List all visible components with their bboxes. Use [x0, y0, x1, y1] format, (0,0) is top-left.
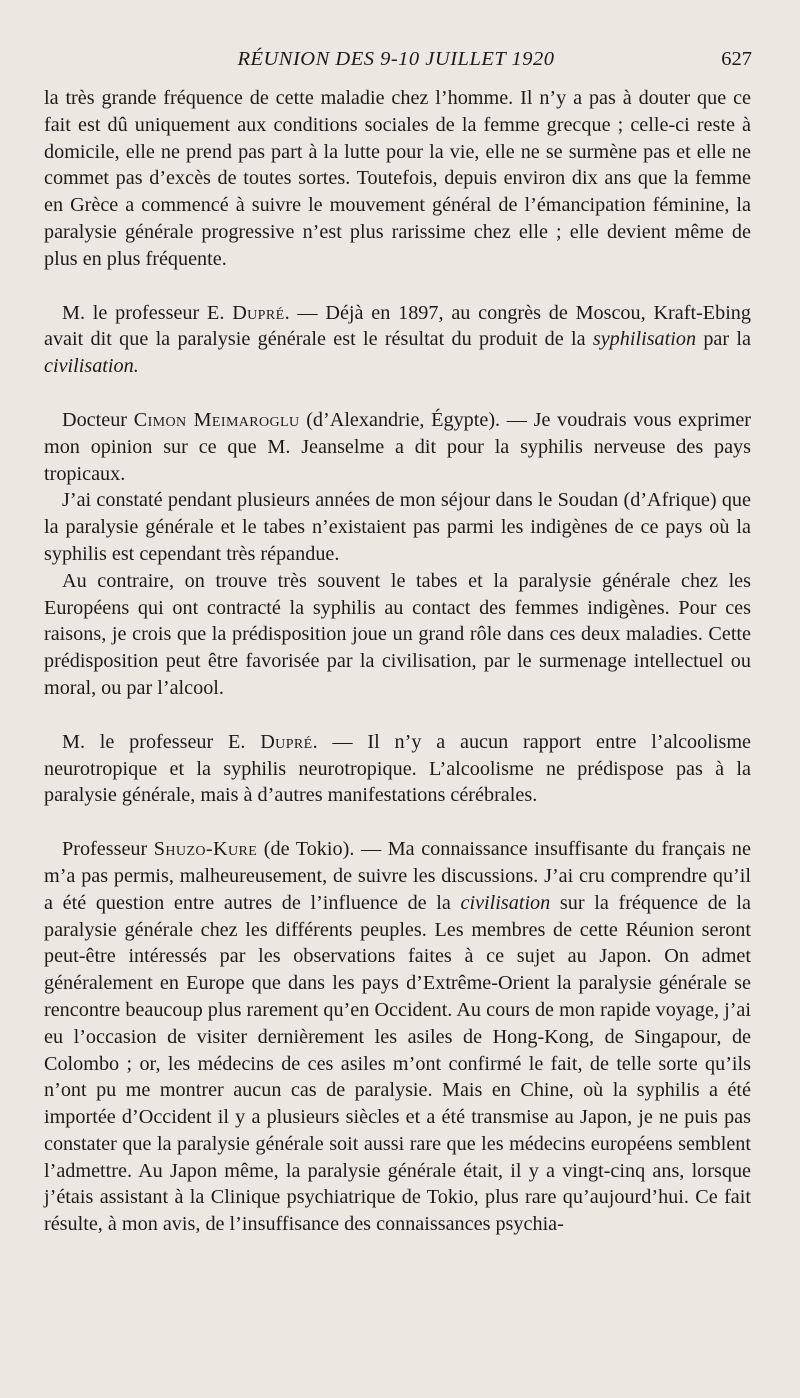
p6-suffix: . — Il n’y a aucun rapport entre l’alcoolisme neurotropique et la syphilis neurotropique. L’alcoolisme ne prédispose pas à la paralysie générale, mais à d’autres manifestations cérébrales.: [44, 730, 751, 807]
p2-mid2: par la: [696, 328, 751, 351]
paragraph-2: [44, 300, 751, 380]
p2-mid: . — Déjà en 1897, au congrès de Moscou, Kraft-Ebing avait dit que la paralysie générale est le résultat du produit de la: [44, 301, 751, 351]
p2-prefix: M. le professeur E.: [62, 301, 233, 324]
paragraph-5: Au contraire, on trouve très souvent le tabes et la paralysie générale chez les Européens qui ont contracté la syphilis au contact des femmes indigènes. Pour ces raisons, je crois que la prédisposition joue un grand rôle dans ces deux maladies. Cette prédisposition peut être favorisée par la civilisation, par le surmenage intellectuel ou moral, ou par l’alcool.: [44, 569, 751, 699]
p2-italic-2: civilisation.: [44, 355, 139, 378]
p3-suffix: (d’Alexandrie, Égypte). — Je voudrais vous exprimer mon opinion sur ce que M. Jeanselme a dit pour la syphilis nerveuse des pays tropicaux.: [44, 408, 752, 485]
paragraph-6: [44, 729, 751, 809]
p7-italic-1: civilisation: [460, 891, 551, 914]
p7-prefix: Professeur: [62, 838, 154, 861]
paragraph-7: [44, 836, 751, 1238]
p7-mid: (de Tokio). — Ma connaissance insuffisante du français ne m’a pas permis, malheureusement, de suivre les discussions. J’ai cru comprendre qu’il a été question entre autres de l’influence de la: [44, 838, 751, 914]
paragraph-1: la très grande fréquence de cette maladie chez l’homme. Il n’y a pas à douter que ce fait est dû uniquement aux conditions sociales de la femme grecque ; celle-ci reste à domicile, elle ne prend pas part à la lutte pour la vie, elle ne se surmène pas et elle ne commet pas d’excès de toutes sortes. Toutefois, depuis environ dix ans que la femme en Grèce a commencé à suivre le mouvement général de l’émancipation féminine, la paralysie générale progressive n’est plus rarissime chez elle ; elle devient même de plus en plus fréquente.: [44, 87, 751, 270]
running-title: RÉUNION DES 9-10 JUILLET 1920: [237, 48, 555, 70]
speaker-name: Shuzo-Kure: [153, 838, 258, 861]
speaker-name: Dupré: [232, 301, 285, 324]
speaker-name: Cimon Meimaroglu: [133, 408, 300, 431]
paragraph-3: [44, 407, 751, 487]
speaker-name: Dupré: [260, 730, 313, 753]
p3-prefix: Docteur: [62, 408, 134, 431]
p2-italic-1: syphilisation: [592, 328, 697, 351]
p6-prefix: M. le professeur E.: [62, 730, 261, 753]
page-header: [40, 48, 752, 78]
page-number: 627: [721, 48, 752, 70]
p7-suffix: sur la fréquence de la paralysie générale chez les différents peuples. Les membres de cette Réunion seront peut-être intéressés par les observations faites à ce sujet au Japon. On admet généralement en Europe que dans les pays d’Extrême-Orient la paralysie générale se rencontre beaucoup plus rarement qu’en Occident. Au cours de mon rapide voyage, j’ai eu l’occasion de visiter dernièrement les asiles de Hong-Kong, de Singapour, de Colombo ; or, les médecins de ces asiles m’ont confirmé le fait, de telle sorte qu’ils n’ont pu me montrer aucun cas de paralysie. Mais en Chine, où la syphilis a été importée d’Occident il y a plusieurs siècles et a été transmise au Japon, je ne puis pas constater que la paralysie générale soit aussi rare que les médecins européens semblent l’admettre. Au Japon même, la paralysie générale était, il y a vingt-cinq ans, lorsque j’étais assistant à la Clinique psychiatrique de Tokio, plus rare qu’aujourd’hui. Ce fait résulte, à mon avis, de l’insuffisance des connaissances psychia-: [44, 891, 751, 1236]
body-text: [44, 85, 751, 1238]
paragraph-4: J’ai constaté pendant plusieurs années de mon séjour dans le Soudan (d’Afrique) que la paralysie générale et le tabes n’existaient pas parmi les indigènes de ce pays où la syphilis est cependant très répandue.: [44, 489, 751, 565]
